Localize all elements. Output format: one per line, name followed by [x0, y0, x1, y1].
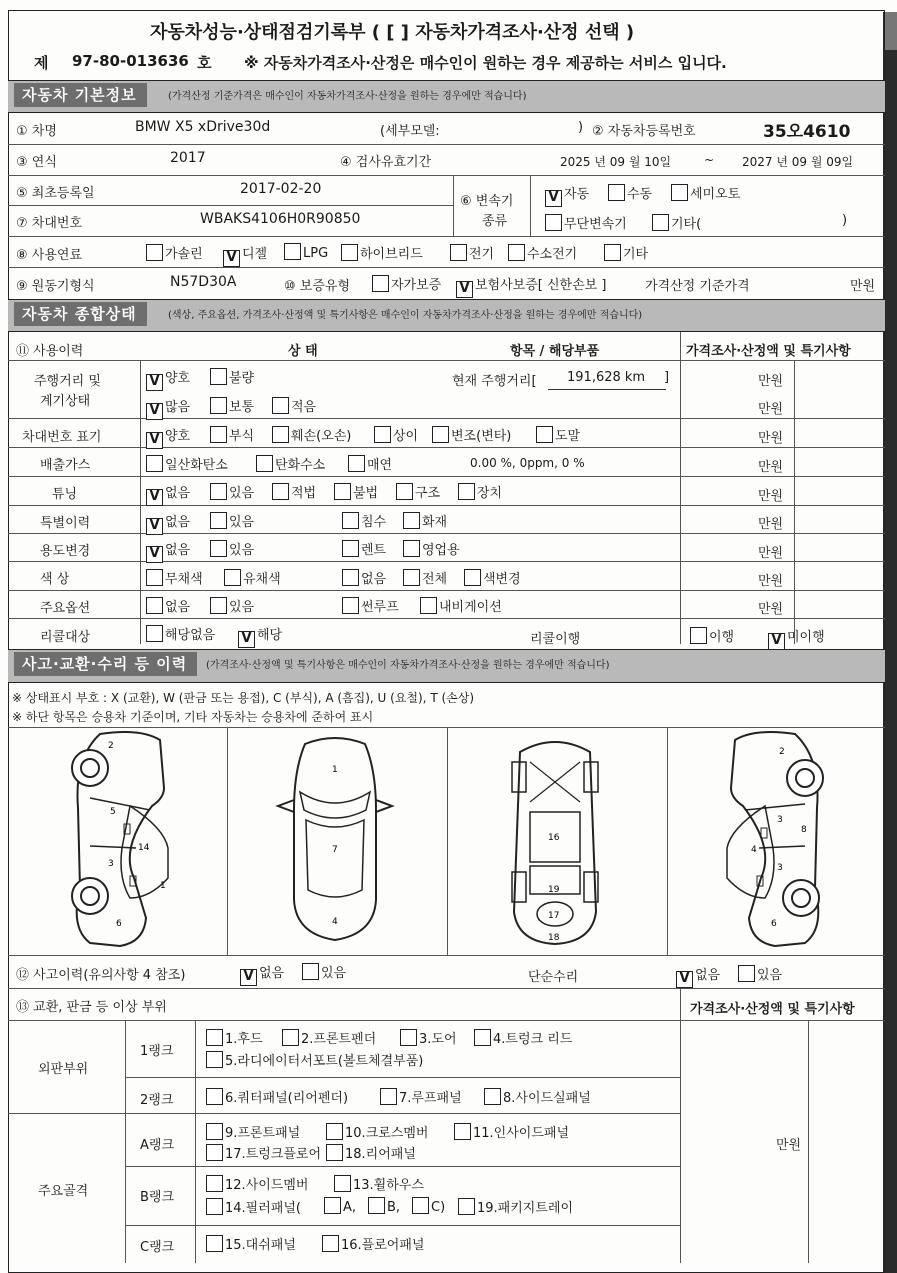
car-left-side-diagram — [60, 728, 180, 953]
warranty-self-checkbox[interactable] — [372, 275, 389, 292]
trunk-lid-checkbox[interactable] — [474, 1029, 491, 1046]
vin-mark-label: 차대번호 표기 — [22, 430, 102, 445]
trunk-floor-checkbox[interactable] — [206, 1144, 223, 1161]
accident-exist-checkbox[interactable] — [302, 963, 319, 980]
color-achromatic-checkbox[interactable] — [146, 569, 163, 586]
fuel-other-checkbox[interactable] — [604, 244, 621, 261]
outer-panel-label: 외판부위 — [38, 1062, 89, 1077]
vin-good-option[interactable]: V 양호 — [146, 425, 190, 449]
option-sunroof-checkbox[interactable] — [342, 597, 359, 614]
dash-panel-checkbox[interactable] — [206, 1235, 223, 1252]
vin: WBAKS4106H0R90850 — [200, 211, 361, 227]
quarter-panel-checkbox[interactable] — [206, 1088, 223, 1105]
mileage-bad-checkbox[interactable] — [210, 368, 227, 385]
recall-done-checkbox[interactable] — [690, 627, 707, 644]
rankB-label: B랭크 — [140, 1190, 175, 1205]
engine-label: ⑨ 원동기형식 — [16, 279, 95, 294]
front-fender-checkbox[interactable] — [282, 1029, 299, 1046]
option-unit: 만원 — [758, 602, 784, 617]
basic-info-title: 자동차 기본정보 — [14, 83, 147, 107]
trunk-lid-option[interactable]: 4.트렁크 리드 — [474, 1028, 572, 1047]
mileage-bad-option[interactable]: 불량 — [210, 367, 254, 386]
warranty-label: ⑩ 보증유형 — [284, 279, 351, 294]
cross-member-checkbox[interactable] — [326, 1123, 343, 1140]
current-mileage-label: 현재 주행거리[ — [452, 374, 537, 389]
special-flood-checkbox[interactable] — [342, 512, 359, 529]
status-note: (색상, 주요옵션, 가격조사·산정액 및 특기사항은 매수인이 자동차가격조사·산정을 원하는 경우에만 적습니다) — [168, 310, 643, 321]
meter-much-option[interactable]: V 많음 — [146, 396, 190, 420]
color-none-option[interactable]: 없음 — [342, 568, 386, 587]
cross-member-option[interactable]: 10.크로스멤버 — [326, 1122, 428, 1141]
door-checkbox[interactable] — [400, 1029, 417, 1046]
pillar-a-checkbox[interactable] — [324, 1197, 341, 1214]
roof-panel-option[interactable]: 7.루프패널 — [380, 1087, 462, 1106]
right-part-label: 3 — [777, 815, 783, 825]
special-exist-checkbox[interactable] — [210, 512, 227, 529]
status-title: 자동차 종합상태 — [14, 302, 147, 326]
warranty-insurance-checkbox[interactable]: V — [456, 281, 473, 298]
fuel-other-option[interactable]: 기타 — [604, 243, 648, 262]
left-part-label: 14 — [138, 843, 150, 853]
simple-none-option[interactable]: V 없음 — [676, 964, 720, 988]
rank2-label: 2랭크 — [140, 1093, 174, 1108]
underbody-part-label: 19 — [548, 885, 560, 895]
tuning-legal-checkbox[interactable] — [272, 483, 289, 500]
package-tray-checkbox[interactable] — [458, 1198, 475, 1215]
tuning-illegal-option[interactable]: 불법 — [334, 482, 378, 501]
usage-exist-option[interactable]: 있음 — [210, 539, 254, 558]
fuel-diesel-option[interactable]: V 디젤 — [223, 243, 267, 267]
emission-co-option[interactable]: 일산화탄소 — [146, 454, 228, 473]
service-notice: ※ 자동차가격조사·산정은 매수인이 원하는 경우 제공하는 서비스 입니다. — [244, 54, 727, 72]
meter-little-checkbox[interactable] — [272, 397, 289, 414]
vin-damage-checkbox[interactable] — [272, 426, 289, 443]
car-name: BMW X5 xDrive30d — [135, 119, 271, 135]
floor-panel-option[interactable]: 16.플로어패널 — [322, 1234, 424, 1253]
usage-business-option[interactable]: 영업용 — [403, 539, 460, 558]
usage-none-option[interactable]: V 없음 — [146, 539, 190, 563]
left-part-label: 5 — [110, 807, 116, 817]
form-number: 97-80-013636 — [72, 52, 189, 70]
pillar-c-option[interactable]: C) — [412, 1197, 445, 1215]
vin-alter-checkbox[interactable] — [432, 426, 449, 443]
fuel-label: ⑧ 사용연료 — [16, 248, 83, 263]
trans-other-close: ) — [842, 213, 848, 228]
warranty-self-option[interactable]: 자가보증 — [372, 274, 441, 293]
mileage-label-2: 계기상태 — [40, 394, 91, 409]
trans-manual-option[interactable]: 수동 — [608, 183, 652, 202]
package-tray-option[interactable]: 19.패키지트레이 — [458, 1197, 573, 1216]
price-base-unit: 만원 — [850, 279, 876, 294]
emission-label: 배출가스 — [40, 458, 91, 473]
left-part-label: 6 — [116, 919, 122, 929]
pillar-c-checkbox[interactable] — [412, 1197, 429, 1214]
year: 2017 — [170, 150, 206, 166]
door-option[interactable]: 3.도어 — [400, 1028, 457, 1047]
detail-model-label: (세부모델: — [380, 124, 440, 139]
vin-damage-option[interactable]: 훼손(오손) — [272, 425, 351, 444]
front-fender-option[interactable]: 2.프론트펜더 — [282, 1028, 376, 1047]
recall-na-checkbox[interactable] — [146, 625, 163, 642]
inspection-to: 2027 년 09 월 09일 — [742, 155, 854, 169]
underbody-part-label: 16 — [548, 833, 560, 843]
left-part-label: 2 — [108, 741, 114, 751]
recall-label: 리콜대상 — [40, 630, 91, 645]
usage-exist-checkbox[interactable] — [210, 540, 227, 557]
recall-yes-checkbox[interactable]: V — [238, 631, 255, 648]
vin-diff-option[interactable]: 상이 — [374, 425, 418, 444]
emission-values: 0.00 %, 0ppm, 0 % — [470, 456, 585, 470]
radiator-support-option[interactable]: 5.라디에이터서포트(볼트체결부품) — [206, 1050, 423, 1069]
vin-diff-checkbox[interactable] — [374, 426, 391, 443]
usage-business-checkbox[interactable] — [403, 540, 420, 557]
recall-notdone-option[interactable]: V 미이행 — [768, 626, 825, 650]
accident-note: (가격조사·산정액 및 특기사항은 매수인이 자동차가격조사·산정을 원하는 경우에만 적습니다) — [206, 660, 610, 671]
fuel-hydrogen-checkbox[interactable] — [508, 244, 525, 261]
underbody-part-label: 17 — [548, 911, 560, 921]
inspection-from: 2025 년 09 월 10일 — [560, 155, 672, 169]
tuning-none-checkbox[interactable]: V — [146, 489, 163, 506]
meter-normal-option[interactable]: 보통 — [210, 396, 254, 415]
emission-smoke-option[interactable]: 매연 — [348, 454, 392, 473]
pillar-panel-checkbox[interactable] — [206, 1198, 223, 1215]
rear-panel-option[interactable]: 18.리어패널 — [326, 1143, 416, 1162]
quarter-panel-option[interactable]: 6.쿼터패널(리어펜더) — [206, 1087, 348, 1106]
right-part-label: 6 — [771, 919, 777, 929]
top-part-label: 1 — [332, 765, 338, 775]
left-part-label: 3 — [108, 859, 114, 869]
fuel-hybrid-checkbox[interactable] — [341, 244, 358, 261]
pillar-b-checkbox[interactable] — [368, 1197, 385, 1214]
tuning-structure-checkbox[interactable] — [396, 483, 413, 500]
usage-rent-checkbox[interactable] — [342, 540, 359, 557]
scanner-edge — [883, 12, 897, 1273]
front-panel-checkbox[interactable] — [206, 1123, 223, 1140]
main-frame-label: 주요골격 — [38, 1184, 89, 1199]
trans-cvt-option[interactable]: 무단변속기 — [545, 213, 627, 232]
usage-none-checkbox[interactable]: V — [146, 546, 163, 563]
pillar-b-option[interactable]: B, — [368, 1197, 400, 1215]
meter-normal-checkbox[interactable] — [210, 397, 227, 414]
vin-mark-unit: 만원 — [758, 431, 784, 446]
form-number-suffix: 호 — [197, 54, 212, 72]
accident-title: 사고·교환·수리 등 이력 — [14, 652, 197, 676]
simple-none-checkbox[interactable]: V — [676, 971, 693, 988]
emission-hc-checkbox[interactable] — [256, 455, 273, 472]
accident-band — [8, 649, 885, 683]
fuel-gasoline-option[interactable]: 가솔린 — [146, 243, 203, 262]
inspection-label: ④ 검사유효기간 — [340, 155, 432, 170]
color-change-checkbox[interactable] — [464, 569, 481, 586]
trans-semi-checkbox[interactable] — [671, 184, 688, 201]
floor-panel-checkbox[interactable] — [322, 1235, 339, 1252]
scanner-edge-top — [885, 12, 897, 50]
trans-cvt-checkbox[interactable] — [545, 214, 562, 231]
mileage-good-checkbox[interactable]: V — [146, 374, 163, 391]
item-column-label: 항목 / 해당부품 — [510, 344, 600, 359]
radiator-support-checkbox[interactable] — [206, 1051, 223, 1068]
right-part-label: 4 — [751, 845, 757, 855]
vin-good-checkbox[interactable]: V — [146, 432, 163, 449]
tuning-none-option[interactable]: V 없음 — [146, 482, 190, 506]
trans-manual-checkbox[interactable] — [608, 184, 625, 201]
car-top-diagram — [270, 730, 400, 952]
option-navigation-checkbox[interactable] — [420, 597, 437, 614]
inside-panel-option[interactable]: 11.인사이드패널 — [454, 1122, 569, 1141]
side-member-option[interactable]: 12.사이드멤버 — [206, 1174, 308, 1193]
car-underbody-diagram — [500, 732, 610, 952]
tuning-legal-option[interactable]: 적법 — [272, 482, 316, 501]
fuel-ev-option[interactable]: 전기 — [450, 243, 494, 262]
vin-stolen-checkbox[interactable] — [536, 426, 553, 443]
fuel-gasoline-checkbox[interactable] — [146, 244, 163, 261]
trans-other-checkbox[interactable] — [652, 214, 669, 231]
inside-panel-checkbox[interactable] — [454, 1123, 471, 1140]
fuel-lpg-option[interactable]: LPG — [284, 243, 328, 261]
accident-exist-option[interactable]: 있음 — [302, 962, 346, 981]
recall-perform-label: 리콜이행 — [530, 632, 581, 647]
legend-line-2: ※ 하단 항목은 승용차 기준이며, 기타 자동차는 승용차에 준하여 표시 — [12, 710, 374, 724]
car-name-label: ① 차명 — [16, 124, 57, 139]
reg-no-label: ② 자동차등록번호 — [592, 124, 696, 139]
car-right-side-diagram — [715, 728, 835, 953]
underbody-part-label: 18 — [548, 933, 560, 943]
basic-info-band — [8, 80, 885, 113]
meter-little-option[interactable]: 적음 — [272, 396, 316, 415]
simple-exist-option[interactable]: 있음 — [738, 964, 782, 983]
vin-label: ⑦ 차대번호 — [16, 216, 83, 231]
state-column-label: 상 태 — [288, 344, 318, 359]
parts-label: ⑬ 교환, 판금 등 이상 부위 — [16, 1000, 167, 1015]
trans-label-2: 종류 — [482, 214, 508, 229]
trans-auto-checkbox[interactable]: V — [545, 190, 562, 207]
rear-panel-checkbox[interactable] — [326, 1144, 343, 1161]
usage-unit: 만원 — [758, 546, 784, 561]
current-mileage-close: ] — [664, 370, 670, 385]
tuning-exist-option[interactable]: 있음 — [210, 482, 254, 501]
emission-smoke-checkbox[interactable] — [348, 455, 365, 472]
meter-unit: 만원 — [758, 402, 784, 417]
fuel-hydrogen-option[interactable]: 수소전기 — [508, 243, 577, 262]
price-column-label: 가격조사·산정액 및 특기사항 — [686, 344, 851, 359]
rankA-label: A랭크 — [140, 1138, 175, 1153]
recall-done-option[interactable]: 이행 — [690, 626, 734, 645]
side-sill-checkbox[interactable] — [484, 1088, 501, 1105]
fuel-lpg-checkbox[interactable] — [284, 243, 301, 260]
roof-panel-checkbox[interactable] — [380, 1088, 397, 1105]
special-none-checkbox[interactable]: V — [146, 518, 163, 535]
vin-alter-option[interactable]: 변조(변타) — [432, 425, 511, 444]
engine: N57D30A — [170, 274, 237, 290]
dash-panel-option[interactable]: 15.대쉬패널 — [206, 1234, 296, 1253]
accident-none-option[interactable]: V 없음 — [240, 962, 284, 986]
usage-rent-option[interactable]: 렌트 — [342, 539, 386, 558]
parts-price-unit: 만원 — [776, 1138, 802, 1153]
trans-semi-option[interactable]: 세미오토 — [671, 183, 740, 202]
special-none-option[interactable]: V 없음 — [146, 511, 190, 535]
color-change-option[interactable]: 색변경 — [464, 568, 521, 587]
hood-option[interactable]: 1.후드 — [206, 1028, 263, 1047]
special-history-label: 특별이력 — [40, 516, 91, 531]
color-chromatic-checkbox[interactable] — [224, 569, 241, 586]
price-base-label: 가격산정 기준가격 — [645, 279, 750, 294]
trans-other-option[interactable]: 기타( — [652, 213, 701, 232]
top-part-label: 7 — [332, 845, 338, 855]
rankC-label: C랭크 — [140, 1240, 175, 1255]
vin-corrode-option[interactable]: 부식 — [210, 425, 254, 444]
side-member-checkbox[interactable] — [206, 1175, 223, 1192]
trans-auto-option[interactable]: V 자동 — [545, 183, 589, 207]
tuning-label: 튜닝 — [52, 487, 78, 502]
option-label: 주요옵션 — [40, 601, 91, 616]
special-exist-option[interactable]: 있음 — [210, 511, 254, 530]
usage-column-label: ⑪ 사용이력 — [16, 344, 84, 359]
color-none-checkbox[interactable] — [342, 569, 359, 586]
wheel-house-option[interactable]: 13.휠하우스 — [334, 1174, 424, 1193]
color-label: 색 상 — [40, 572, 70, 587]
option-navigation-option[interactable]: 내비게이션 — [420, 596, 502, 615]
rank1-label: 1랭크 — [140, 1044, 174, 1059]
form-title: 자동차성능·상태점검기록부 ( [ ] 자동차가격조사·산정 선택 ) — [150, 22, 635, 43]
fuel-diesel-checkbox[interactable]: V — [223, 250, 240, 267]
vin-stolen-option[interactable]: 도말 — [536, 425, 580, 444]
option-exist-checkbox[interactable] — [210, 597, 227, 614]
accident-history-label: ⑫ 사고이력(유의사항 4 참조) — [16, 968, 186, 983]
left-part-label: 1 — [160, 881, 166, 891]
color-chromatic-option[interactable]: 유채색 — [224, 568, 281, 587]
parts-price-label: 가격조사·산정액 및 특기사항 — [690, 1002, 855, 1017]
right-part-label: 3 — [777, 863, 783, 873]
color-achromatic-option[interactable]: 무채색 — [146, 568, 203, 587]
right-part-label: 2 — [779, 747, 785, 757]
detail-model-close: ) — [578, 120, 584, 135]
hood-checkbox[interactable] — [206, 1029, 223, 1046]
first-reg-label: ⑤ 최초등록일 — [16, 186, 95, 201]
recall-notdone-checkbox[interactable]: V — [768, 633, 785, 650]
year-label: ③ 연식 — [16, 155, 57, 170]
simple-exist-checkbox[interactable] — [738, 965, 755, 982]
option-sunroof-option[interactable]: 썬루프 — [342, 596, 399, 615]
current-mileage: 191,628 km — [567, 370, 646, 385]
tuning-unit: 만원 — [758, 489, 784, 504]
mileage-label: 주행거리 및 — [34, 374, 101, 389]
reg-no: 35오4610 — [763, 122, 851, 142]
usage-change-label: 용도변경 — [40, 544, 91, 559]
wheel-house-checkbox[interactable] — [334, 1175, 351, 1192]
option-none-checkbox[interactable] — [146, 597, 163, 614]
top-part-label: 4 — [332, 917, 338, 927]
status-band — [8, 299, 885, 332]
option-exist-option[interactable]: 있음 — [210, 596, 254, 615]
accident-none-checkbox[interactable]: V — [240, 969, 257, 986]
recall-yes-option[interactable]: V 해당 — [238, 624, 282, 648]
basic-info-note: (가격산정 기준가격은 매수인이 자동차가격조사·산정을 원하는 경우에만 적습니다) — [168, 91, 527, 102]
color-full-checkbox[interactable] — [403, 569, 420, 586]
emission-hc-option[interactable]: 탄화수소 — [256, 454, 325, 473]
tuning-device-checkbox[interactable] — [458, 483, 475, 500]
tuning-illegal-checkbox[interactable] — [334, 483, 351, 500]
trunk-floor-option[interactable]: 17.트렁크플로어 — [206, 1143, 321, 1162]
trans-label: ⑥ 변속기 — [460, 194, 514, 209]
front-panel-option[interactable]: 9.프론트패널 — [206, 1122, 300, 1141]
tuning-device-option[interactable]: 장치 — [458, 482, 502, 501]
meter-much-checkbox[interactable]: V — [146, 403, 163, 420]
fuel-hybrid-option[interactable]: 하이브리드 — [341, 243, 423, 262]
pillar-a-option[interactable]: A, — [324, 1197, 356, 1215]
special-flood-option[interactable]: 침수 — [342, 511, 386, 530]
tuning-structure-option[interactable]: 구조 — [396, 482, 440, 501]
option-none-option[interactable]: 없음 — [146, 596, 190, 615]
special-fire-option[interactable]: 화재 — [403, 511, 447, 530]
pillar-panel-option[interactable]: 14.필러패널( — [206, 1197, 301, 1216]
special-fire-checkbox[interactable] — [403, 512, 420, 529]
color-full-option[interactable]: 전체 — [403, 568, 447, 587]
side-sill-option[interactable]: 8.사이드실패널 — [484, 1087, 591, 1106]
recall-na-option[interactable]: 해당없음 — [146, 624, 215, 643]
simple-repair-label: 단순수리 — [528, 970, 579, 985]
inspection-tilde: ~ — [704, 153, 715, 167]
vin-corrode-checkbox[interactable] — [210, 426, 227, 443]
form-number-label: 제 — [34, 54, 49, 72]
mileage-unit: 만원 — [758, 374, 784, 389]
warranty-insurance-option[interactable]: V 보험사보증[ 신한손보 ] — [456, 274, 606, 298]
special-unit: 만원 — [758, 517, 784, 532]
legend-line-1: ※ 상태표시 부호 : X (교환), W (판금 또는 용접), C (부식), A (흠집), U (요철), T (손상) — [12, 691, 475, 705]
tuning-exist-checkbox[interactable] — [210, 483, 227, 500]
mileage-good-option[interactable]: V 양호 — [146, 367, 190, 391]
right-part-label: 8 — [801, 825, 807, 835]
color-unit: 만원 — [758, 574, 784, 589]
emission-unit: 만원 — [758, 460, 784, 475]
first-reg: 2017-02-20 — [240, 181, 322, 197]
fuel-ev-checkbox[interactable] — [450, 244, 467, 261]
emission-co-checkbox[interactable] — [146, 455, 163, 472]
